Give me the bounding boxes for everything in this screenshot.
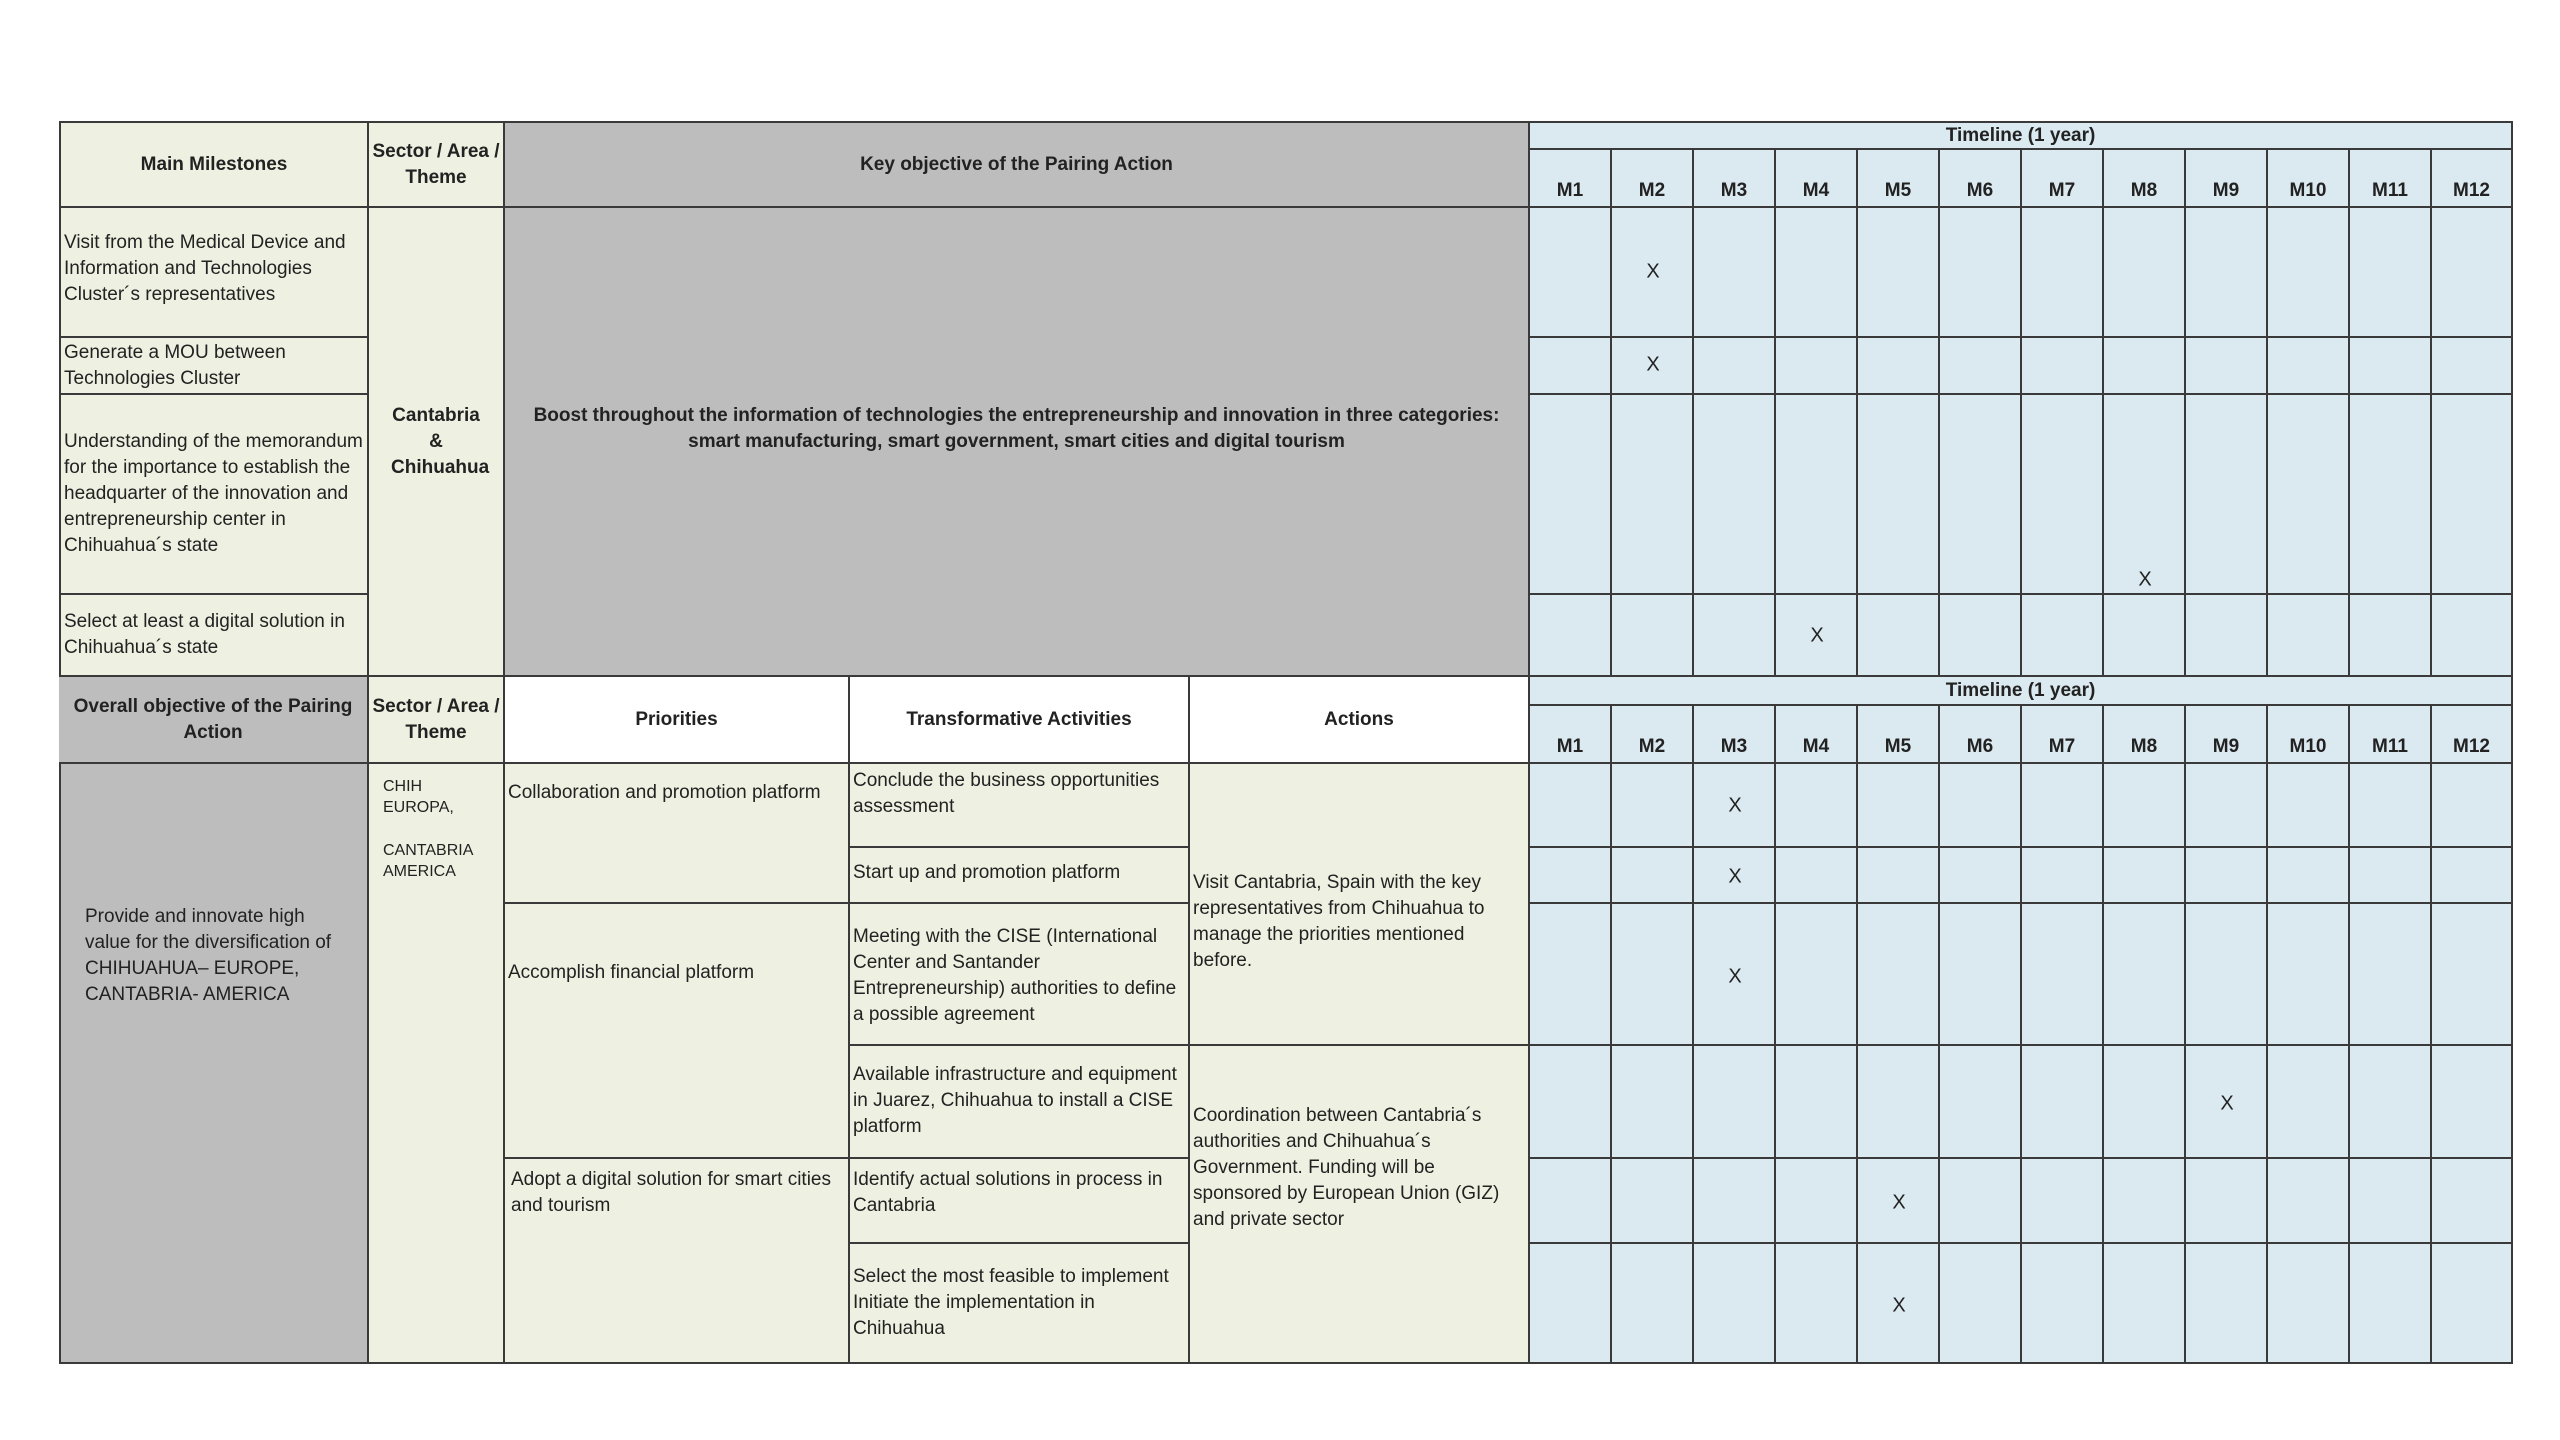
bottom-cell — [2104, 848, 2186, 904]
bottom-cell — [2104, 904, 2186, 1046]
bottom-cell — [2350, 1244, 2432, 1364]
bottom-cell — [2350, 1046, 2432, 1159]
top-month-m3: M3 — [1694, 150, 1776, 208]
priority-2: Accomplish financial platform — [505, 904, 850, 1159]
main-milestones-header: Main Milestones — [59, 121, 369, 208]
top-cell — [2022, 338, 2104, 395]
bottom-month-m10: M10 — [2268, 706, 2350, 764]
bottom-cell — [1776, 1046, 1858, 1159]
priority-1: Collaboration and promotion platform — [505, 764, 850, 904]
bottom-sector-header: Sector / Area / Theme — [369, 677, 505, 764]
bottom-cell — [2432, 764, 2513, 848]
bottom-cell — [2432, 848, 2513, 904]
top-cell — [2268, 395, 2350, 595]
bottom-cell — [2432, 1046, 2513, 1159]
top-month-m4: M4 — [1776, 150, 1858, 208]
activity-1: Conclude the business opportunities assessment — [850, 764, 1190, 848]
bottom-cell — [1612, 1046, 1694, 1159]
top-cell — [1858, 208, 1940, 338]
bottom-cell — [2268, 1159, 2350, 1244]
action-2: Coordination between Cantabria´s authorities and Chihuahua´s Government. Funding will be sponsored by European Union (GIZ) and private sector — [1190, 1046, 1530, 1364]
bottom-cell — [2022, 848, 2104, 904]
activity-5: Identify actual solutions in process in Cantabria — [850, 1159, 1190, 1244]
bottom-sector-value — [369, 764, 505, 1364]
top-month-m9: M9 — [2186, 150, 2268, 208]
top-cell — [2186, 395, 2268, 595]
bottom-month-m4: M4 — [1776, 706, 1858, 764]
top-cell — [2186, 208, 2268, 338]
bottom-month-m9: M9 — [2186, 706, 2268, 764]
bottom-cell — [2104, 1159, 2186, 1244]
top-cell — [2432, 338, 2513, 395]
top-month-m11: M11 — [2350, 150, 2432, 208]
milestone-row-4: Select at least a digital solution in Chihuahua´s state — [59, 595, 369, 677]
top-cell — [1940, 208, 2022, 338]
bottom-month-m8: M8 — [2104, 706, 2186, 764]
top-cell — [1776, 208, 1858, 338]
bottom-month-m11: M11 — [2350, 706, 2432, 764]
bottom-cell — [2186, 1244, 2268, 1364]
bottom-cell — [1612, 764, 1694, 848]
bottom-cell — [2186, 904, 2268, 1046]
bottom-month-m7: M7 — [2022, 706, 2104, 764]
bottom-cell — [1776, 1244, 1858, 1364]
top-cell — [2432, 208, 2513, 338]
bottom-cell — [2432, 904, 2513, 1046]
activity-3: Meeting with the CISE (International Center and Santander Entrepreneurship) authorities to define a possible agreement — [850, 904, 1190, 1046]
bottom-cell — [2186, 848, 2268, 904]
top-cell — [2104, 208, 2186, 338]
bottom-cell — [2268, 1244, 2350, 1364]
bottom-cell — [2268, 848, 2350, 904]
bottom-cell — [1940, 904, 2022, 1046]
top-mark-x: X — [1646, 260, 1660, 283]
key-objective-header: Key objective of the Pairing Action — [505, 121, 1530, 208]
bottom-cell — [1858, 1046, 1940, 1159]
bottom-cell — [1612, 904, 1694, 1046]
top-month-m8: M8 — [2104, 150, 2186, 208]
top-cell — [2268, 208, 2350, 338]
bottom-month-m5: M5 — [1858, 706, 1940, 764]
bottom-cell — [1612, 1159, 1694, 1244]
bottom-mark-x: X — [1728, 794, 1742, 817]
top-cell — [2186, 595, 2268, 677]
bottom-cell — [1940, 1159, 2022, 1244]
bottom-cell — [1940, 1244, 2022, 1364]
top-cell — [1776, 338, 1858, 395]
top-cell — [2268, 338, 2350, 395]
bottom-cell — [2268, 1046, 2350, 1159]
top-cell — [1530, 395, 1612, 595]
top-month-m5: M5 — [1858, 150, 1940, 208]
activity-2: Start up and promotion platform — [850, 848, 1190, 904]
milestone-row-2: Generate a MOU between Technologies Cluster — [59, 338, 369, 395]
bottom-cell — [2104, 764, 2186, 848]
top-cell — [2104, 395, 2186, 595]
bottom-cell — [2022, 1244, 2104, 1364]
top-cell — [2186, 338, 2268, 395]
bottom-cell — [1530, 1244, 1612, 1364]
bottom-timeline-header: Timeline (1 year) — [1530, 677, 2513, 706]
top-month-m2: M2 — [1612, 150, 1694, 208]
bottom-month-m6: M6 — [1940, 706, 2022, 764]
top-cell — [1694, 395, 1776, 595]
top-cell — [2350, 208, 2432, 338]
bottom-cell — [2022, 1159, 2104, 1244]
sector-line-2: CANTABRIA AMERICA — [383, 842, 473, 880]
bottom-cell — [1776, 904, 1858, 1046]
bottom-mark-x: X — [1892, 1191, 1906, 1214]
bottom-cell — [1940, 848, 2022, 904]
top-month-m6: M6 — [1940, 150, 2022, 208]
bottom-cell — [2022, 1046, 2104, 1159]
bottom-month-m2: M2 — [1612, 706, 1694, 764]
sector-header: Sector / Area / Theme — [369, 121, 505, 208]
bottom-cell — [2022, 764, 2104, 848]
top-cell — [2022, 395, 2104, 595]
top-cell — [1940, 595, 2022, 677]
top-month-m7: M7 — [2022, 150, 2104, 208]
top-cell — [1694, 595, 1776, 677]
top-mark-x: X — [1646, 353, 1660, 376]
actions-header: Actions — [1190, 677, 1530, 764]
bottom-month-m3: M3 — [1694, 706, 1776, 764]
bottom-cell — [1530, 848, 1612, 904]
bottom-cell — [1776, 764, 1858, 848]
bottom-cell — [2268, 904, 2350, 1046]
bottom-cell — [2350, 764, 2432, 848]
top-cell — [2268, 595, 2350, 677]
activity-4: Available infrastructure and equipment in Juarez, Chihuahua to install a CISE platform — [850, 1046, 1190, 1159]
bottom-cell — [2186, 1159, 2268, 1244]
timeline-header: Timeline (1 year) — [1530, 121, 2513, 150]
key-objective-text: Boost throughout the information of technologies the entrepreneurship and innovation in three categories: smart manufacturing, smart government, smart cities and digital tourism — [505, 208, 1530, 677]
bottom-mark-x: X — [1728, 865, 1742, 888]
bottom-cell — [2350, 904, 2432, 1046]
top-cell — [2432, 395, 2513, 595]
bottom-cell — [2268, 764, 2350, 848]
bottom-cell — [1530, 1046, 1612, 1159]
top-cell — [1612, 595, 1694, 677]
top-month-m10: M10 — [2268, 150, 2350, 208]
sector-value: Cantabria & Chihuahua — [369, 208, 505, 677]
bottom-cell — [1940, 1046, 2022, 1159]
top-mark-x: X — [2138, 568, 2152, 591]
bottom-cell — [2186, 764, 2268, 848]
bottom-cell — [1530, 1159, 1612, 1244]
bottom-cell — [2432, 1244, 2513, 1364]
top-cell — [1530, 338, 1612, 395]
bottom-cell — [1694, 1159, 1776, 1244]
bottom-cell — [2104, 1046, 2186, 1159]
bottom-cell — [1858, 764, 1940, 848]
top-cell — [1940, 395, 2022, 595]
top-cell — [2350, 338, 2432, 395]
overall-objective-header: Overall objective of the Pairing Action — [59, 677, 369, 764]
top-cell — [2022, 208, 2104, 338]
top-cell — [1858, 338, 1940, 395]
top-cell — [1858, 595, 1940, 677]
bottom-cell — [1612, 1244, 1694, 1364]
top-month-m12: M12 — [2432, 150, 2513, 208]
top-cell — [1940, 338, 2022, 395]
bottom-mark-x: X — [1728, 965, 1742, 988]
top-cell — [1694, 208, 1776, 338]
top-cell — [2104, 338, 2186, 395]
bottom-month-m1: M1 — [1530, 706, 1612, 764]
top-cell — [2350, 595, 2432, 677]
bottom-cell — [1776, 848, 1858, 904]
bottom-cell — [1612, 848, 1694, 904]
top-cell — [2104, 595, 2186, 677]
top-cell — [1694, 338, 1776, 395]
bottom-cell — [2104, 1244, 2186, 1364]
sector-line-1: CHIH EUROPA, — [383, 778, 454, 816]
bottom-month-m12: M12 — [2432, 706, 2513, 764]
bottom-cell — [1694, 1244, 1776, 1364]
top-cell — [1776, 395, 1858, 595]
bottom-cell — [1776, 1159, 1858, 1244]
priorities-header: Priorities — [505, 677, 850, 764]
bottom-cell — [1858, 904, 1940, 1046]
bottom-cell — [2350, 1159, 2432, 1244]
bottom-cell — [2022, 904, 2104, 1046]
top-cell — [1612, 395, 1694, 595]
bottom-mark-x: X — [2220, 1092, 2234, 1115]
bottom-cell — [1530, 904, 1612, 1046]
top-cell — [1858, 395, 1940, 595]
top-mark-x: X — [1810, 624, 1824, 647]
bottom-cell — [1940, 764, 2022, 848]
top-cell — [2432, 595, 2513, 677]
bottom-cell — [1694, 1046, 1776, 1159]
bottom-cell — [1858, 848, 1940, 904]
overall-objective-text: Provide and innovate high value for the diversification of CHIHUAHUA– EUROPE, CANTABRIA- AMERICA — [59, 764, 369, 1364]
top-cell — [2350, 395, 2432, 595]
bottom-cell — [2432, 1159, 2513, 1244]
milestone-row-3: Understanding of the memorandum for the importance to establish the headquarter of the innovation and entrepreneurship center in Chihuahua´s state — [59, 395, 369, 595]
action-1: Visit Cantabria, Spain with the key representatives from Chihuahua to manage the priorities mentioned before. — [1190, 764, 1530, 1046]
milestone-row-1: Visit from the Medical Device and Information and Technologies Cluster´s representatives — [59, 208, 369, 338]
top-cell — [1530, 208, 1612, 338]
transformative-header: Transformative Activities — [850, 677, 1190, 764]
bottom-cell — [1530, 764, 1612, 848]
bottom-mark-x: X — [1892, 1294, 1906, 1317]
bottom-cell — [2350, 848, 2432, 904]
top-cell — [1530, 595, 1612, 677]
activity-6: Select the most feasible to implement Initiate the implementation in Chihuahua — [850, 1244, 1190, 1364]
top-month-m1: M1 — [1530, 150, 1612, 208]
priority-3: Adopt a digital solution for smart cities and tourism — [505, 1159, 850, 1364]
top-cell — [2022, 595, 2104, 677]
